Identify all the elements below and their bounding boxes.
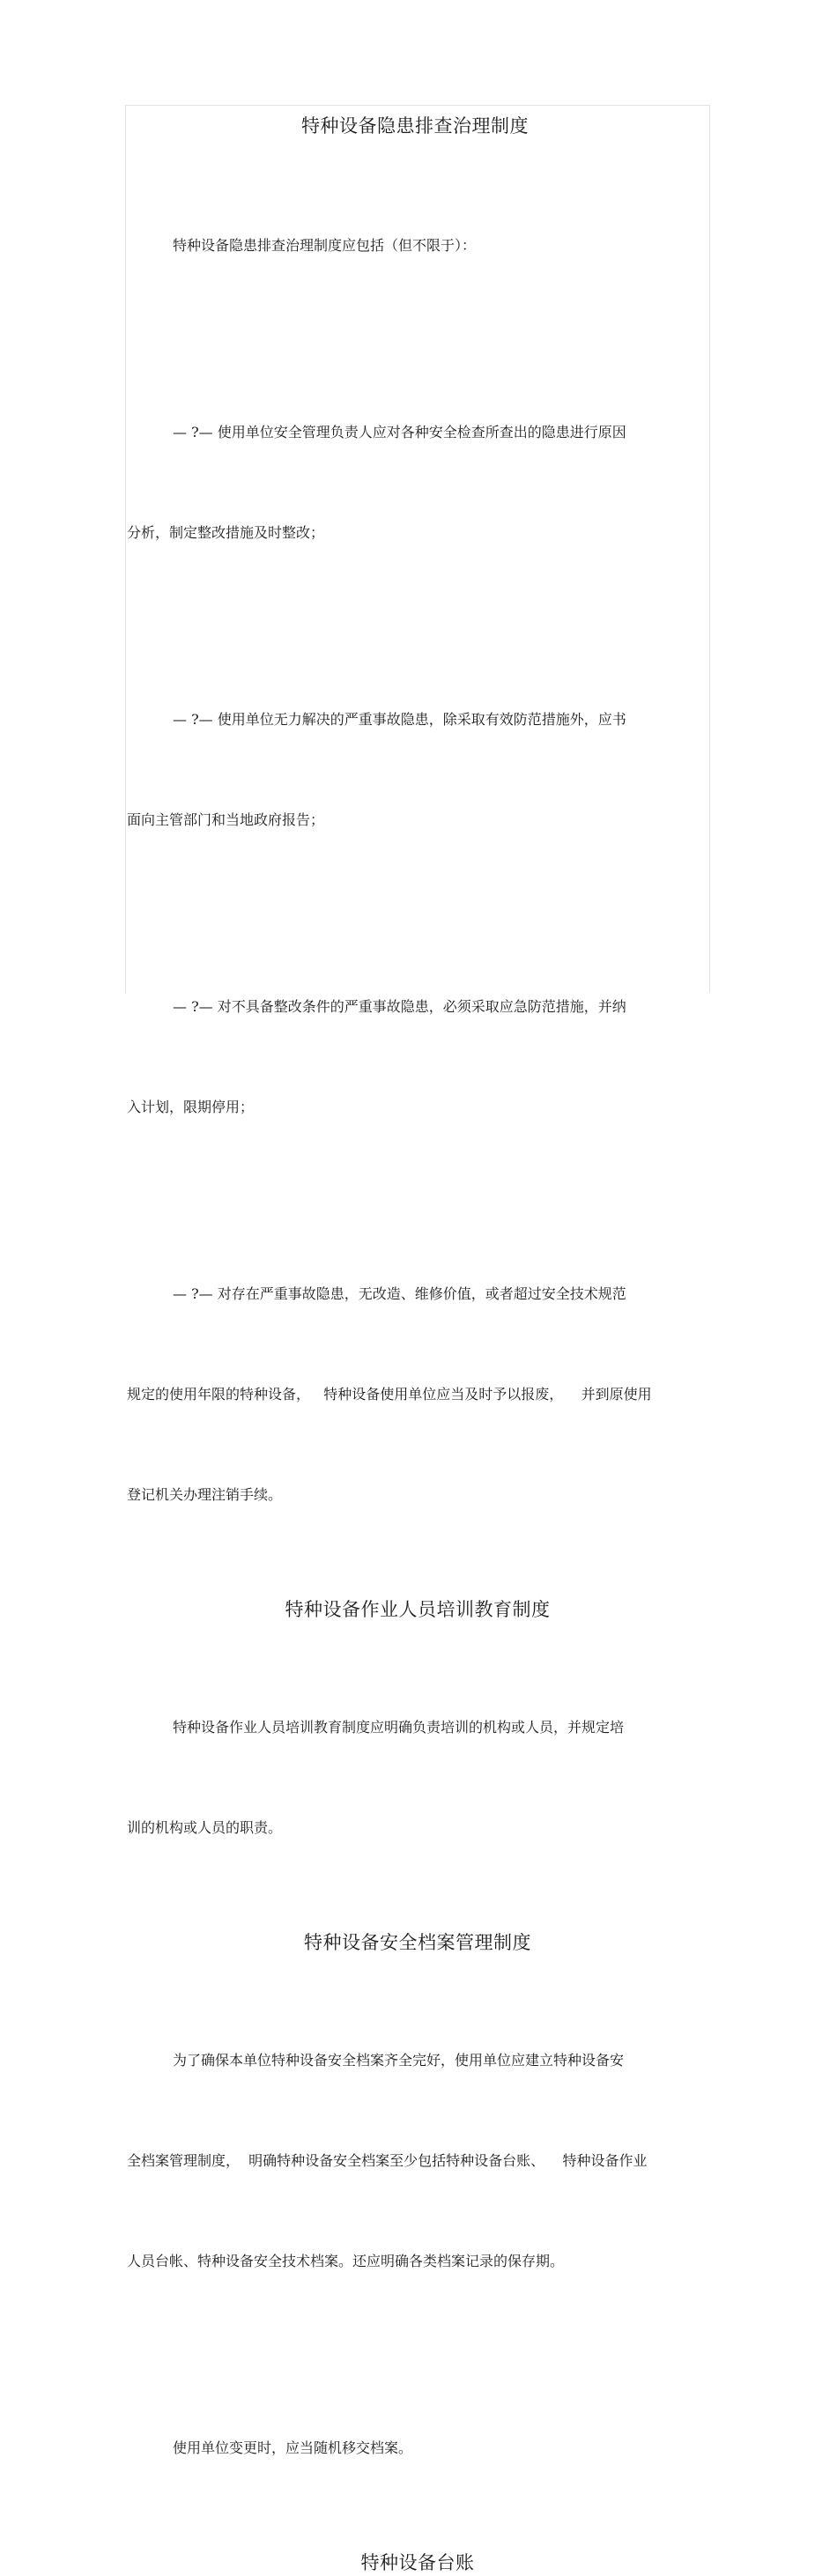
bullet-marker: — ?— [173,998,213,1015]
hazard-item-4: — ?— 对存在严重事故隐患，无改造、维修价值，或者超过安全技术规范 规定的使用年限的特种设备， 特种设备使用单位应当及时予以报废， 并到原使用 登记机关办理注销手续。 [127,1285,652,1503]
document-content [127,113,708,2576]
section-title-hazard: 特种设备隐患排查治理制度 [301,115,529,137]
section-body-archive-2: 使用单位变更时，应当随机移交档案。 [173,2439,413,2456]
section-title-ledger: 特种设备台账 [360,2552,475,2573]
bullet-marker: — ?— [173,711,213,728]
section-intro-hazard: 特种设备隐患排查治理制度应包括（但不限于）： [173,237,477,254]
bullet-marker: — ?— [173,1285,213,1302]
section-body-archive: 为了确保本单位特种设备安全档案齐全完好，使用单位应建立特种设备安 全档案管理制度， 明确特种设备安全档案至少包括特种设备台账、 特种设备作业 人员台帐、特种设备安全技术档案。还应明确各类档案记录的保存期。 [127,2052,648,2269]
section-title-archive: 特种设备安全档案管理制度 [304,1932,531,1953]
hazard-item-1: — ?— 使用单位安全管理负责人应对各种安全检查所查出的隐患进行原因 分析，制定整改措施及时整改； [127,424,626,541]
hazard-item-3: — ?— 对不具备整改条件的严重事故隐患，必须采取应急防范措施，并纳 入计划，限期停用； [127,998,626,1115]
hazard-item-2: — ?— 使用单位无力解决的严重事故隐患，除采取有效防范措施外，应书 面向主管部门和当地政府报告； [127,711,626,828]
bullet-marker: — ?— [173,424,213,440]
section-body-training: 特种设备作业人员培训教育制度应明确负责培训的机构或人员，并规定培 训的机构或人员的职责。 [127,1719,625,1836]
section-title-training: 特种设备作业人员培训教育制度 [285,1599,551,1620]
